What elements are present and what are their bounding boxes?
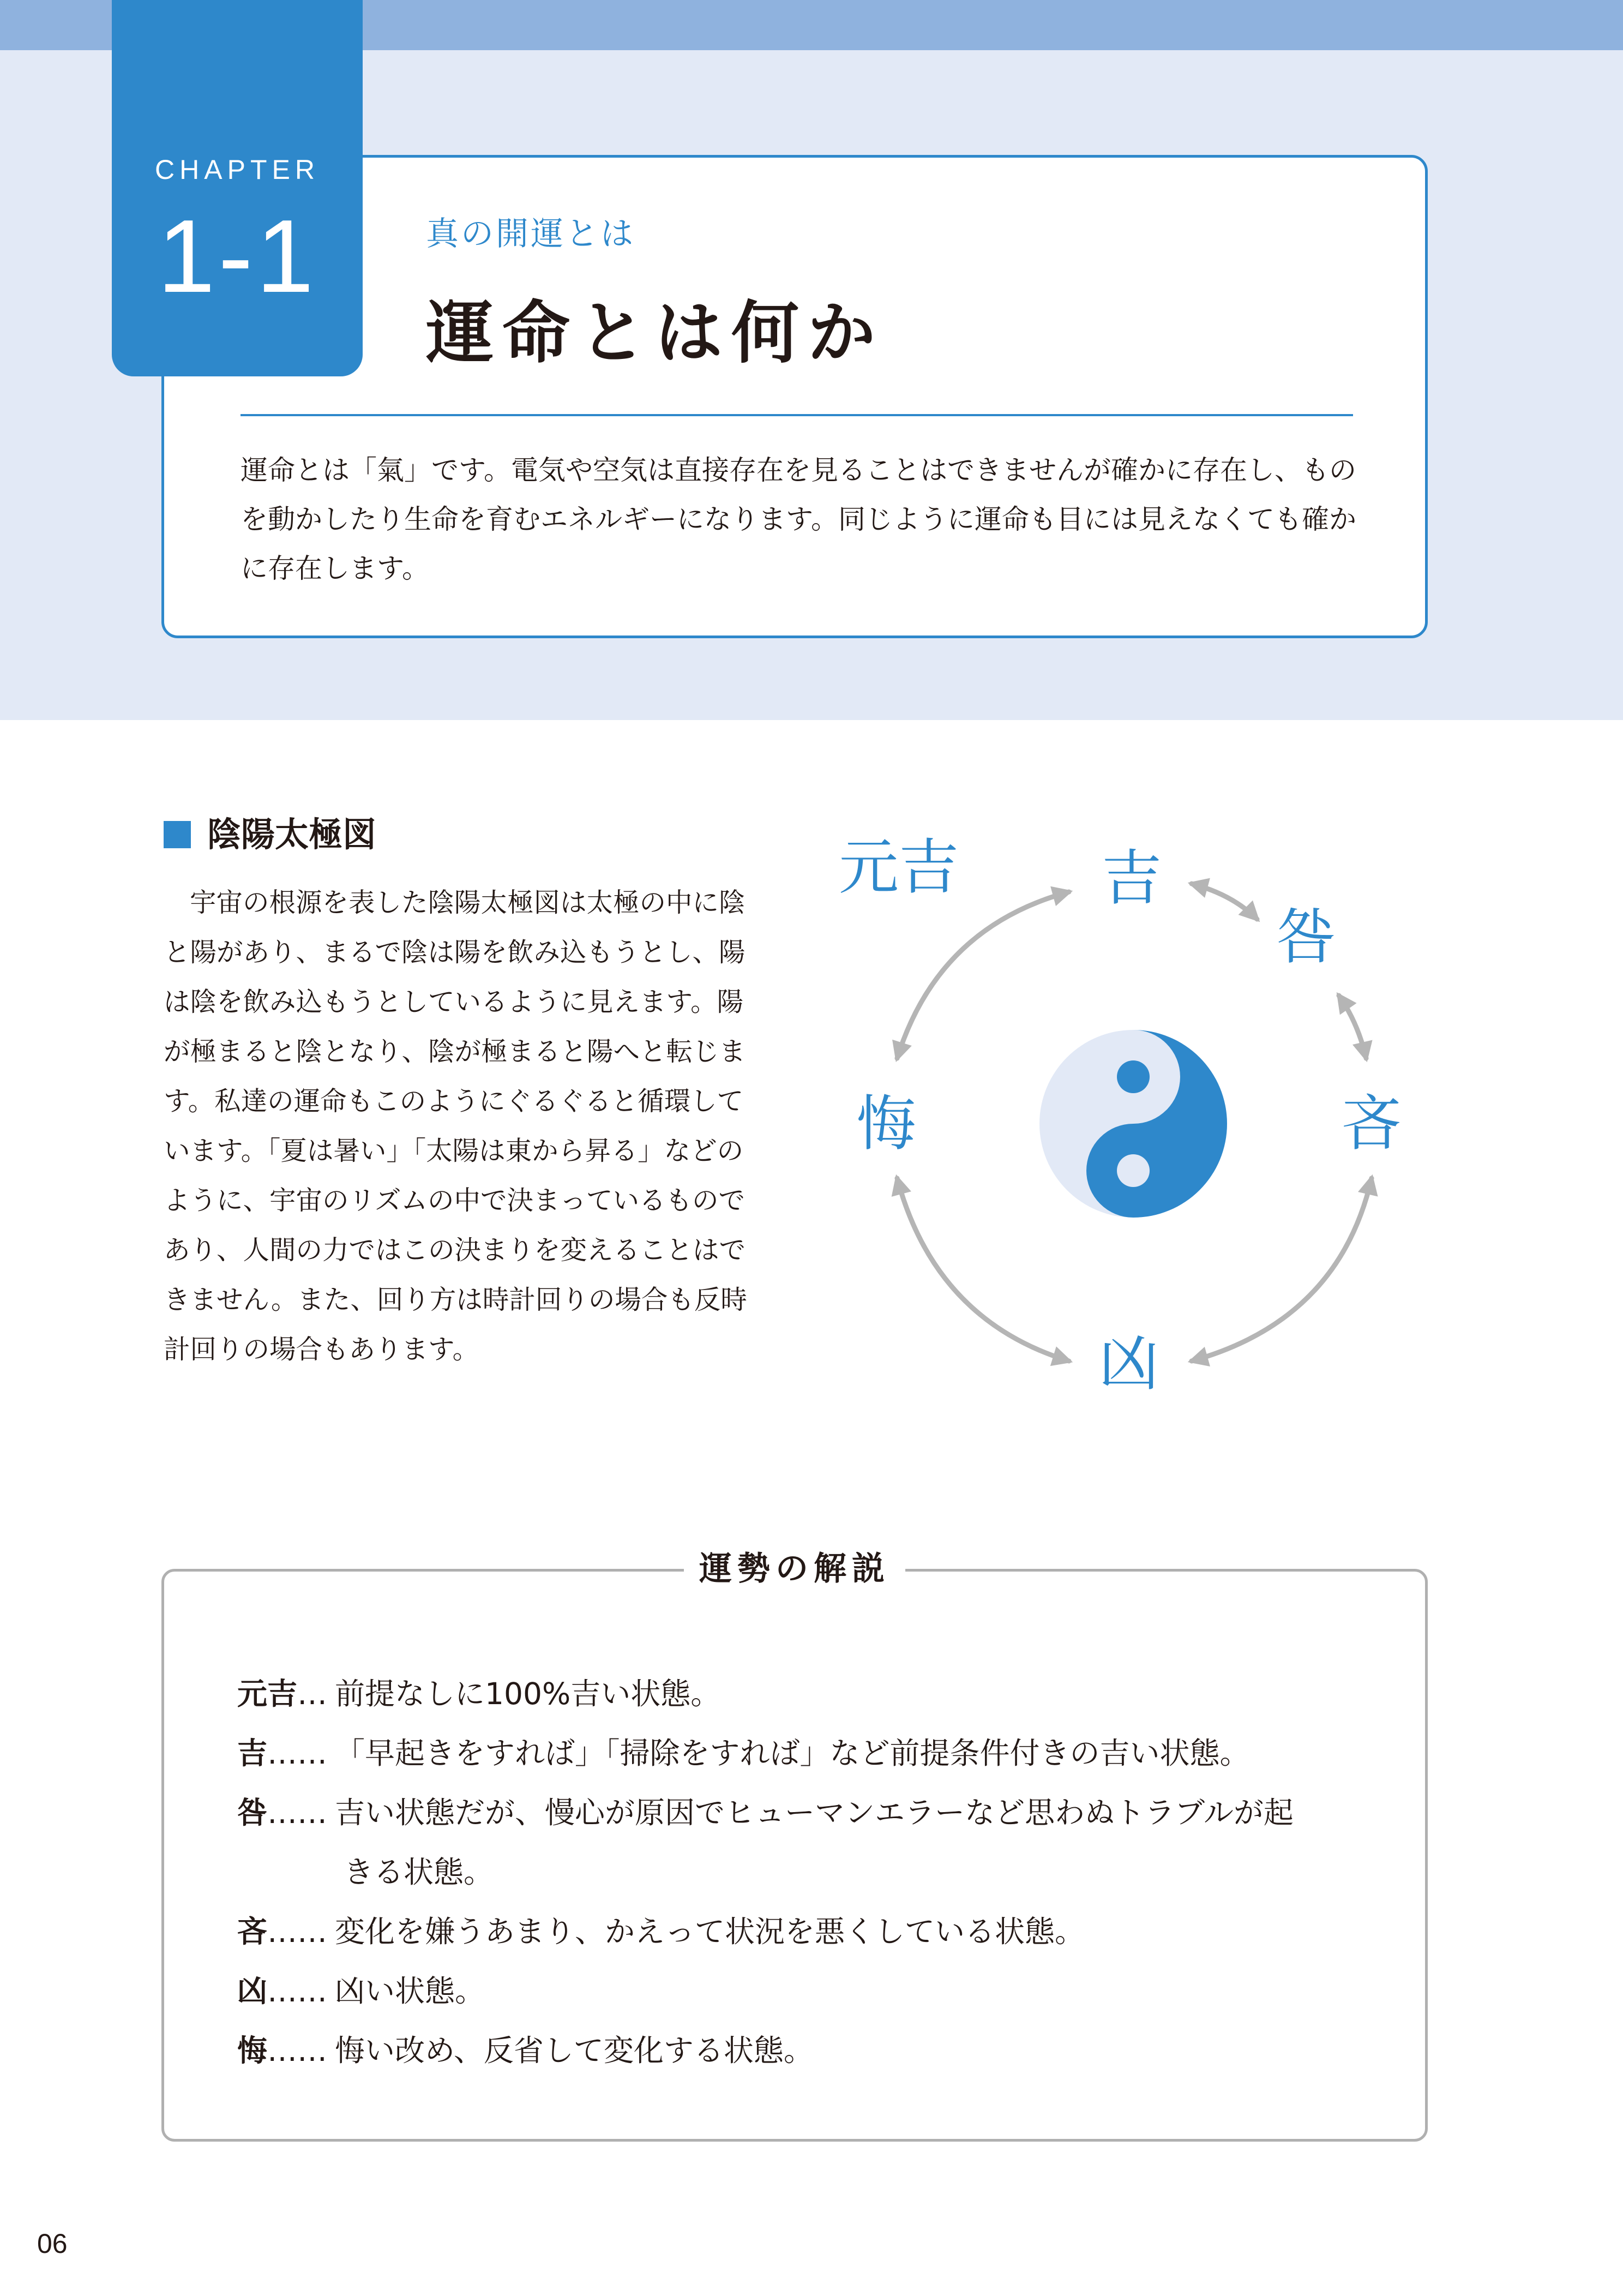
arrow-kyo-to-kai — [897, 1178, 1069, 1361]
fortune-leader: …… — [267, 1914, 328, 1949]
fortune-item — [237, 2021, 1382, 2081]
arrow-rin-to-kyo — [1192, 1178, 1372, 1361]
fortune-explanation-box — [161, 1550, 1428, 2142]
fortune-leader: … — [297, 1676, 328, 1711]
page-number: 06 — [37, 2228, 68, 2259]
square-bullet-icon — [164, 821, 191, 848]
fortune-term: 吝 — [237, 1914, 268, 1949]
fortune-list — [237, 1664, 1382, 2081]
chapter-tab — [112, 0, 363, 376]
fortune-description: 凶い状態。 — [335, 1974, 485, 2009]
chapter-number: 1-1 — [157, 199, 317, 314]
fortune-term: 元吉 — [237, 1676, 298, 1711]
fortune-description: 悔い改め、反省して変化する状態。 — [335, 2033, 814, 2068]
intro-paragraph: 運命とは「氣」です。電気や空気は直接存在を見ることはできませんが確かに存在し、ものを動かしたり生命を育むエネルギーになります。同じように運命も目には見えなくても確かに存在します。 — [241, 454, 1356, 584]
fortune-box-title-text: 運勢の解説 — [684, 1544, 905, 1593]
cycle-label-kyu: 咎 — [1276, 902, 1336, 972]
arrow-kai-to-kichi — [897, 892, 1069, 1058]
fortune-item — [237, 1902, 1382, 1962]
fortune-leader: …… — [267, 1795, 328, 1830]
fortune-description: 「早起きをすれば」「掃除をすれば」など前提条件付きの吉い状態。 — [335, 1736, 1250, 1771]
chapter-subtitle: 真の開運とは — [426, 215, 635, 253]
cycle-label-kai: 悔 — [856, 1089, 916, 1159]
fortune-item — [237, 1724, 1382, 1783]
chapter-label: CHAPTER — [155, 154, 320, 185]
fortune-leader: …… — [267, 1974, 328, 2009]
fortune-term: 悔 — [237, 2033, 268, 2068]
fortune-leader: …… — [267, 2033, 328, 2068]
cycle-label-rin: 吝 — [1342, 1089, 1402, 1159]
section-heading-text: 陰陽太極図 — [207, 814, 377, 854]
cycle-label-kichi: 吉 — [1102, 843, 1162, 913]
fortune-box-title — [164, 1544, 1425, 1593]
cycle-label-genkichi: 元吉 — [839, 832, 959, 902]
fortune-term: 凶 — [237, 1974, 268, 2009]
fortune-description: 前提なしに100%吉い状態。 — [335, 1676, 721, 1711]
fortune-item — [237, 1962, 1382, 2021]
title-divider — [241, 414, 1353, 416]
page-title: 運命とは何か — [426, 294, 885, 373]
yin-yang-icon — [1039, 1030, 1227, 1218]
fortune-description-continued: きる状態。 — [344, 1855, 494, 1890]
section-paragraph: 宇宙の根源を表した陰陽太極図は太極の中に陰と陽があり、まるで陰は陽を飲み込もうとし、陽は陰を飲み込もうとしているように見えます。陽が極まると陰となり、陰が極まると陽へと転じます。私達の運命もこのようにぐるぐると循環しています。「夏は暑い」「太陽は東から昇る」などのように、宇宙のリズムの中で決まっているものであり、人間の力ではこの決まりを変えることはできません。また、回り方は時計回りの場合も反時計回りの場合もあります。 — [164, 888, 747, 1365]
fortune-item — [237, 1664, 1382, 1724]
cycle-label-kyo: 凶 — [1099, 1329, 1159, 1399]
fortune-description: 吉い状態だが、慢心が原因でヒューマンエラーなど思わぬトラブルが起 — [335, 1795, 1294, 1830]
fortune-term: 吉 — [237, 1736, 268, 1771]
section-heading — [164, 807, 376, 856]
arrow-kyu-to-rin — [1339, 996, 1366, 1058]
arrow-kichi-to-kyu — [1192, 884, 1257, 919]
fortune-leader: …… — [267, 1736, 328, 1771]
fortune-description: 変化を嫌うあまり、かえって状況を悪くしている状態。 — [335, 1914, 1085, 1949]
fortune-item — [237, 1783, 1382, 1843]
fortune-cycle-diagram — [818, 807, 1472, 1429]
fortune-term: 咎 — [237, 1795, 268, 1830]
